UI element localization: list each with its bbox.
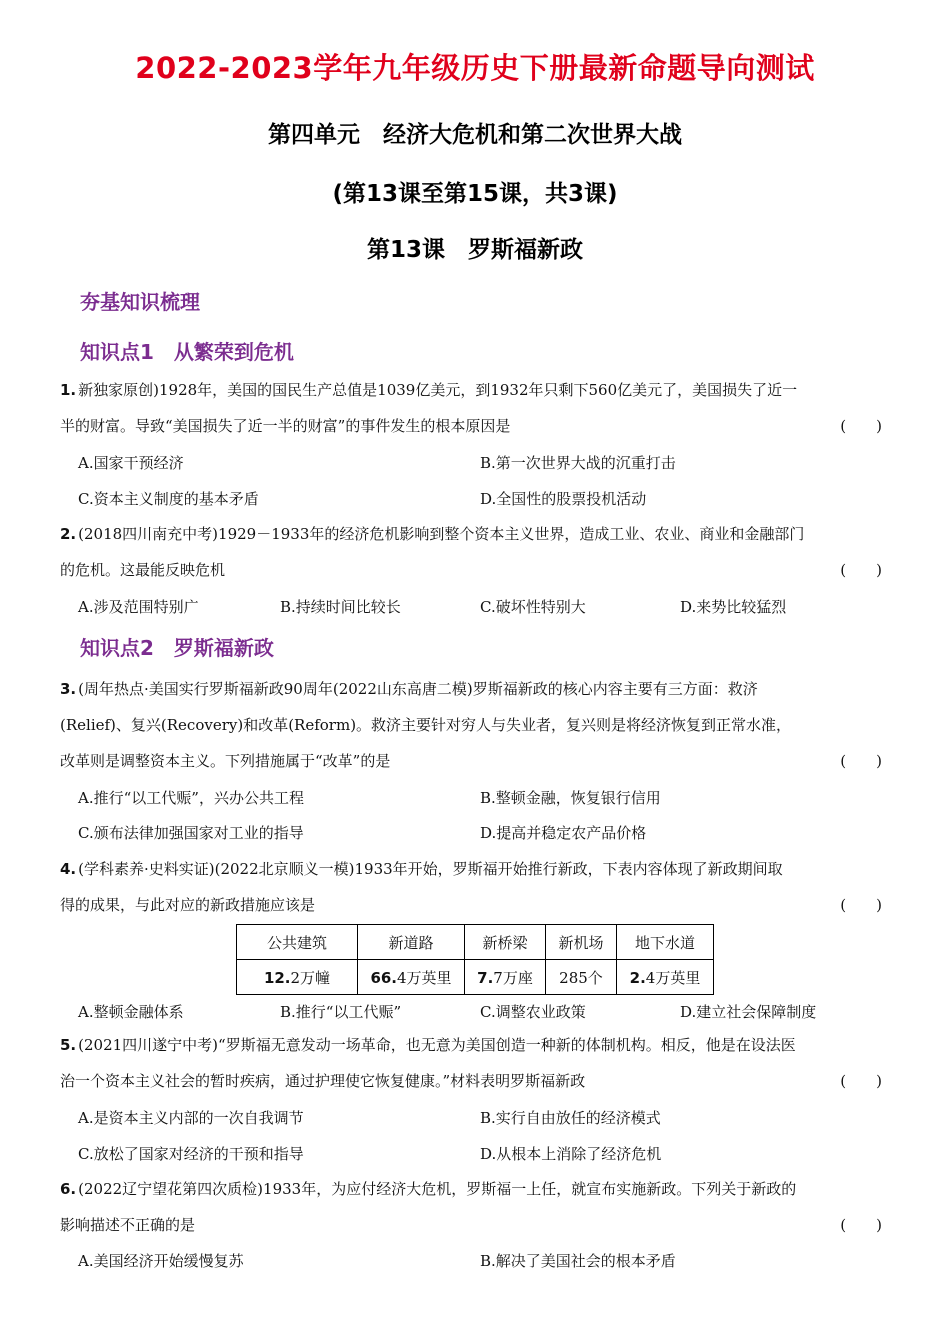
lesson-title: 第13课 罗斯福新政: [366, 237, 583, 263]
question-2: [60, 516, 890, 588]
answer-blank[interactable]: ( ): [840, 417, 882, 435]
question-text: 治一个资本主义社会的暂时疾病，通过护理使它恢复健康。”材料表明罗斯福新政: [60, 1072, 586, 1090]
question-number: 3.: [60, 680, 77, 698]
question-text: 新独家原创)1928年，美国的国民生产总值是1039亿美元，到1932年只剩下560亿美元了，美国损失了近一: [78, 381, 798, 399]
table-cell: [546, 960, 617, 995]
option-d: D.全国性的股票投机活动: [480, 490, 647, 508]
question-text: 影响描述不正确的是: [60, 1216, 196, 1234]
question-text: (2021四川遂宁中考)“罗斯福无意发动一场革命，也无意为美国创造一种新的体制机构。相反，他是在设法医: [78, 1036, 796, 1054]
scope-title: (第13课至第15课，共3课): [332, 181, 618, 207]
question-number: 1.: [60, 381, 77, 399]
option-d: D.从根本上消除了经济危机: [480, 1145, 662, 1163]
option-a: A.是资本主义内部的一次自我调节: [78, 1109, 304, 1127]
option-d: D.建立社会保障制度: [680, 1003, 817, 1021]
table-header-cell: 新道路: [358, 925, 465, 960]
question-text: (周年热点·美国实行罗斯福新政90周年(2022山东高唐二模)罗斯福新政的核心内容主要有三方面：救济: [78, 680, 758, 698]
answer-blank[interactable]: ( ): [840, 1072, 882, 1090]
cell-number: 7.: [477, 968, 494, 987]
question-3: [60, 671, 890, 779]
option-b: B.推行“以工代赈”: [280, 1003, 402, 1021]
table-cell: [617, 960, 714, 995]
table-header-cell: 新桥梁: [465, 925, 546, 960]
option-c: C.放松了国家对经济的干预和指导: [78, 1145, 304, 1163]
table-header-cell: 新机场: [546, 925, 617, 960]
question-text: (2018四川南充中考)1929－1933年的经济危机影响到整个资本主义世界，造成工业、农业、商业和金融部门: [78, 525, 805, 543]
answer-blank[interactable]: ( ): [840, 752, 882, 770]
option-d: D.提高并稳定农产品价格: [480, 824, 647, 842]
option-b: B.整顿金融，恢复银行信用: [480, 789, 661, 807]
question-1: [60, 372, 890, 444]
option-a: A.美国经济开始缓慢复苏: [78, 1252, 244, 1270]
question-text: 改革则是调整资本主义。下列措施属于“改革”的是: [60, 752, 391, 770]
question-5: [60, 1027, 890, 1099]
table-cell: [465, 960, 546, 995]
answer-blank[interactable]: ( ): [840, 1216, 882, 1234]
section-heading-kp1: 知识点1 从繁荣到危机: [80, 340, 294, 364]
question-4: [60, 851, 890, 923]
option-a: A.推行“以工代赈”，兴办公共工程: [78, 789, 304, 807]
cell-text: 7万座: [493, 968, 533, 987]
section-heading-base: 夯基知识梳理: [80, 290, 200, 314]
question-text: (Relief)、复兴(Recovery)和改革(Reform)。救济主要针对穷人与失业者，复兴则是将经济恢复到正常水准，: [60, 716, 792, 734]
answer-blank[interactable]: ( ): [840, 561, 882, 579]
section-heading-kp2: 知识点2 罗斯福新政: [80, 636, 274, 660]
cell-text: 2万幢: [290, 968, 331, 987]
table-cell: [358, 960, 465, 995]
option-b: B.持续时间比较长: [280, 598, 401, 616]
cell-text: 4万英里: [645, 968, 701, 987]
main-title: 2022-2023学年九年级历史下册最新命题导向测试: [135, 51, 815, 85]
option-a: A.整顿金融体系: [78, 1003, 184, 1021]
option-c: C.破坏性特别大: [480, 598, 586, 616]
table-row: [237, 960, 714, 995]
option-d: D.来势比较猛烈: [680, 598, 787, 616]
unit-title: 第四单元 经济大危机和第二次世界大战: [268, 122, 682, 148]
answer-blank[interactable]: ( ): [840, 896, 882, 914]
table-header-row: [237, 925, 714, 960]
question-number: 5.: [60, 1036, 77, 1054]
option-a: A.涉及范围特别广: [78, 598, 199, 616]
results-table: [236, 924, 714, 995]
question-text: 的危机。这最能反映危机: [60, 561, 226, 579]
option-b: B.实行自由放任的经济模式: [480, 1109, 661, 1127]
question-number: 6.: [60, 1180, 77, 1198]
question-text: (学科素养·史料实证)(2022北京顺义一模)1933年开始，罗斯福开始推行新政，下表内容体现了新政期间取: [78, 860, 783, 878]
question-number: 2.: [60, 525, 77, 543]
table-header-cell: 地下水道: [617, 925, 714, 960]
table-cell: [237, 960, 358, 995]
question-number: 4.: [60, 860, 77, 878]
option-c: C.资本主义制度的基本矛盾: [78, 490, 259, 508]
question-text: (2022辽宁望花第四次质检)1933年，为应付经济大危机，罗斯福一上任，就宣布实施新政。下列关于新政的: [78, 1180, 797, 1198]
question-text: 半的财富。导致“美国损失了近一半的财富”的事件发生的根本原因是: [60, 417, 511, 435]
option-c: C.颁布法律加强国家对工业的指导: [78, 824, 304, 842]
table-header-cell: 公共建筑: [237, 925, 358, 960]
question-6: [60, 1171, 890, 1243]
cell-number: 66.: [370, 968, 398, 987]
question-text: 得的成果，与此对应的新政措施应该是: [60, 896, 316, 914]
cell-text: 4万英里: [397, 968, 452, 987]
option-b: B.解决了美国社会的根本矛盾: [480, 1252, 676, 1270]
cell-number: 2.: [629, 968, 646, 987]
option-c: C.调整农业政策: [480, 1003, 586, 1021]
cell-number: 12.: [263, 968, 291, 987]
option-b: B.第一次世界大战的沉重打击: [480, 454, 676, 472]
option-a: A.国家干预经济: [78, 454, 184, 472]
cell-text: 285个: [559, 968, 603, 987]
